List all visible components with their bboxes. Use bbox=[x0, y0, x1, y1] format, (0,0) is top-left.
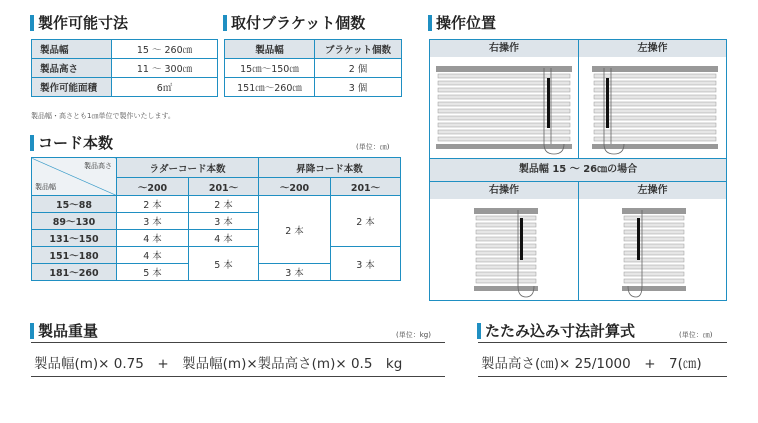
size-label-width: 製品幅 bbox=[32, 40, 112, 59]
cord-table bbox=[31, 157, 401, 281]
cord-ladder-a: 4 本 bbox=[117, 247, 189, 264]
weight-section-title: 製品重量 bbox=[38, 322, 99, 340]
operation-left-label-2: 左操作 bbox=[579, 182, 726, 199]
cord-header-ladder: ラダーコード本数 bbox=[117, 158, 259, 178]
cord-sub-header: ～200 bbox=[259, 178, 331, 196]
cord-ladder-b: 2 本 bbox=[189, 196, 259, 213]
cord-header-lift: 昇降コード本数 bbox=[259, 158, 401, 178]
cord-section-title: コード本数 bbox=[38, 134, 114, 152]
bracket-section-title: 取付ブラケット個数 bbox=[231, 14, 366, 32]
cord-corner-bottom: 製品幅 bbox=[35, 183, 56, 191]
size-value-area: 6㎡ bbox=[112, 78, 218, 97]
cord-corner-cell bbox=[32, 158, 117, 196]
cord-row-width: 89～130 bbox=[32, 213, 117, 230]
size-value-height: 11 ～ 300㎝ bbox=[112, 59, 218, 78]
cord-row-width: 131～150 bbox=[32, 230, 117, 247]
fold-section-title: たたみ込み寸法計算式 bbox=[485, 322, 636, 340]
size-label-height: 製品高さ bbox=[32, 59, 112, 78]
operation-left-label: 左操作 bbox=[579, 40, 726, 57]
cord-sub-header: 201～ bbox=[189, 178, 259, 196]
size-note: 製品幅・高さとも1㎝単位で製作いたします。 bbox=[31, 112, 175, 120]
bracket-header-count: ブラケット個数 bbox=[315, 40, 402, 59]
blind-narrow-left-icon bbox=[622, 204, 686, 300]
cord-ladder-a: 3 本 bbox=[117, 213, 189, 230]
cord-ladder-a: 4 本 bbox=[117, 230, 189, 247]
cord-ladder-b: 4 本 bbox=[189, 230, 259, 247]
bracket-row-count: 2 個 bbox=[315, 59, 402, 78]
size-label-area: 製作可能面積 bbox=[32, 78, 112, 97]
fold-formula: 製品高さ(㎝)× 25/1000 + 7(㎝) bbox=[481, 356, 702, 372]
cord-unit: (単位：㎝) bbox=[356, 143, 390, 151]
cord-row-width: 151～180 bbox=[32, 247, 117, 264]
cord-ladder-a: 2 本 bbox=[117, 196, 189, 213]
cord-lift-b-bottom: 3 本 bbox=[331, 247, 401, 281]
bracket-row-width: 151㎝～260㎝ bbox=[225, 78, 315, 97]
operation-right-label: 右操作 bbox=[430, 40, 578, 57]
cord-corner-top: 製品高さ bbox=[84, 162, 112, 170]
size-value-width: 15 ～ 260㎝ bbox=[112, 40, 218, 59]
blind-narrow-right-icon bbox=[474, 204, 538, 300]
cord-row-width: 181～260 bbox=[32, 264, 117, 281]
bracket-header-width: 製品幅 bbox=[225, 40, 315, 59]
cord-lift-b-top: 2 本 bbox=[331, 196, 401, 247]
cord-lift-a-last: 3 本 bbox=[259, 264, 331, 281]
cord-sub-header: ～200 bbox=[117, 178, 189, 196]
cord-sub-header: 201～ bbox=[331, 178, 401, 196]
blind-left-operation-icon bbox=[592, 60, 718, 156]
weight-formula: 製品幅(m)× 0.75 + 製品幅(m)×製品高さ(m)× 0.5 kg bbox=[34, 356, 403, 372]
size-section-title: 製作可能寸法 bbox=[38, 14, 129, 32]
blind-right-operation-icon bbox=[436, 60, 572, 156]
cord-ladder-a: 5 本 bbox=[117, 264, 189, 281]
size-table bbox=[31, 39, 218, 97]
bracket-row-count: 3 個 bbox=[315, 78, 402, 97]
cord-ladder-b: 3 本 bbox=[189, 213, 259, 230]
fold-unit: (単位：㎝) bbox=[679, 331, 713, 339]
operation-section-title: 操作位置 bbox=[436, 14, 497, 32]
cord-row-width: 15～88 bbox=[32, 196, 117, 213]
operation-narrow-band: 製品幅 15 ～ 26㎝の場合 bbox=[430, 159, 726, 181]
cord-ladder-b-merged: 5 本 bbox=[189, 247, 259, 281]
operation-right-label-2: 右操作 bbox=[430, 182, 578, 199]
bracket-row-width: 15㎝～150㎝ bbox=[225, 59, 315, 78]
bracket-table bbox=[224, 39, 402, 97]
cord-lift-a-merged: 2 本 bbox=[259, 196, 331, 264]
weight-unit: (単位：kg) bbox=[396, 331, 431, 339]
